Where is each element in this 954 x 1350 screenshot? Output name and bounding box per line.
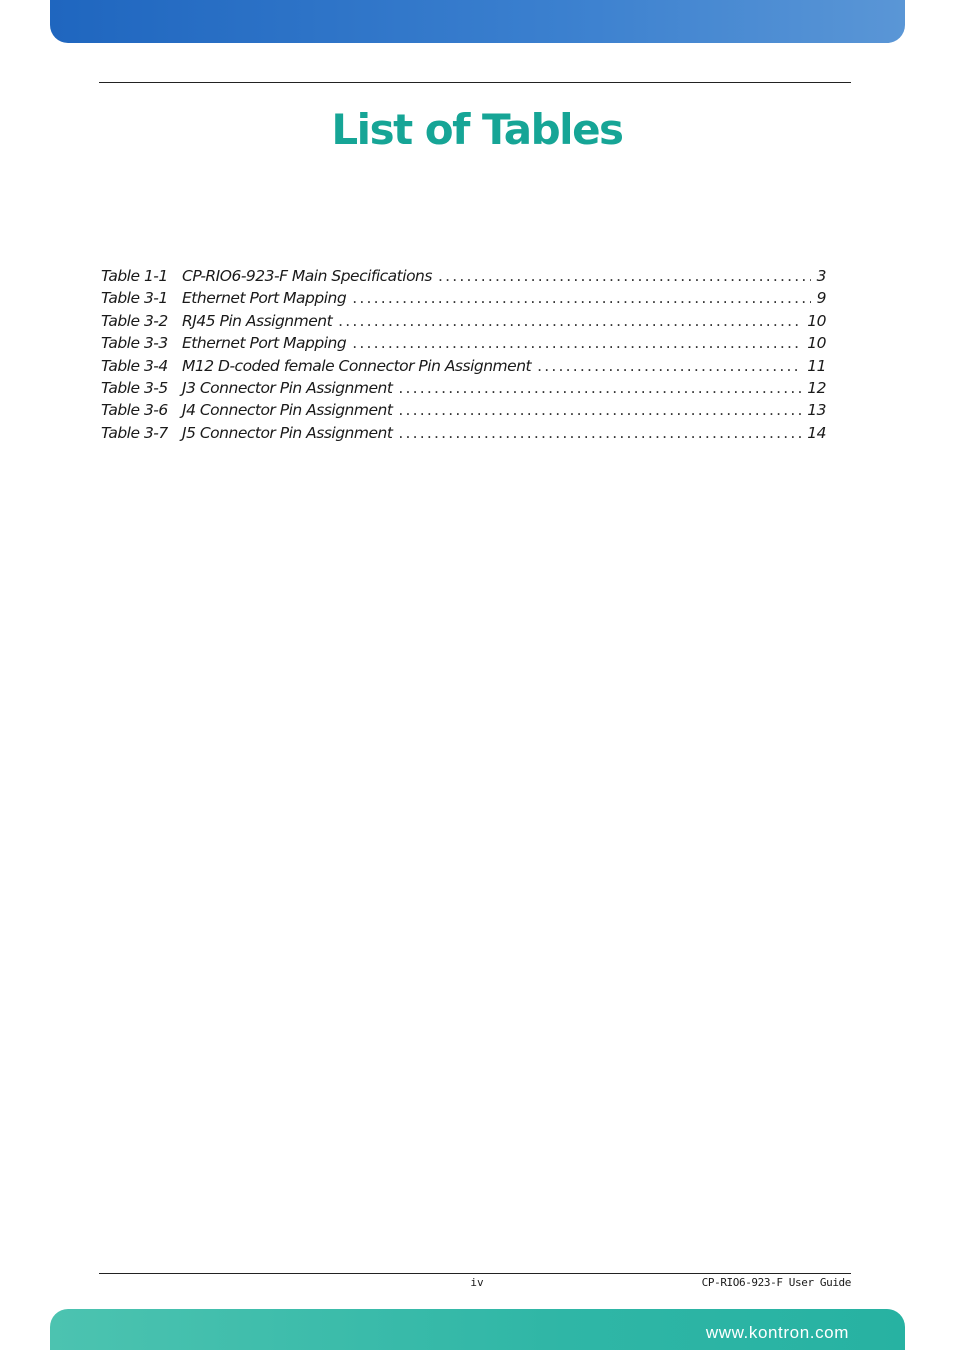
toc-entry-title: CP-RIO6-923-F Main Specifications bbox=[182, 267, 432, 285]
toc-entry[interactable] bbox=[101, 289, 826, 311]
footer-doc-title: CP-RIO6-923-F User Guide bbox=[701, 1276, 851, 1289]
toc-entry-page: 3 bbox=[816, 267, 826, 285]
footer-website-link[interactable]: www.kontron.com bbox=[705, 1323, 849, 1342]
dot-leader bbox=[438, 267, 811, 285]
toc-entry-page: 13 bbox=[807, 401, 826, 420]
toc-entry-page: 14 bbox=[807, 423, 826, 442]
dot-leader bbox=[537, 357, 801, 375]
toc-entry-page: 11 bbox=[807, 356, 826, 375]
footer-page-number: iv bbox=[470, 1276, 484, 1289]
toc-entry-label: Table 1-1 bbox=[101, 267, 168, 285]
toc-entry-title: J3 Connector Pin Assignment bbox=[182, 378, 393, 397]
page-title: List of Tables bbox=[331, 105, 623, 154]
toc-entry[interactable] bbox=[101, 379, 826, 401]
dot-leader bbox=[338, 312, 801, 330]
header-band bbox=[50, 0, 905, 43]
table-of-contents bbox=[101, 267, 826, 446]
toc-entry[interactable] bbox=[101, 424, 826, 446]
toc-entry-title: RJ45 Pin Assignment bbox=[182, 311, 333, 330]
footer-rule bbox=[99, 1273, 851, 1274]
toc-entry-label: Table 3-5 bbox=[101, 378, 168, 397]
toc-entry-title: Ethernet Port Mapping bbox=[182, 334, 347, 353]
toc-entry[interactable] bbox=[101, 267, 826, 289]
dot-leader bbox=[352, 289, 810, 307]
toc-entry-label: Table 3-3 bbox=[101, 334, 168, 353]
toc-entry-page: 10 bbox=[807, 334, 826, 353]
dot-leader bbox=[398, 424, 801, 442]
toc-entry-label: Table 3-4 bbox=[101, 356, 168, 375]
toc-entry[interactable] bbox=[101, 357, 826, 379]
toc-entry-label: Table 3-6 bbox=[101, 401, 168, 420]
dot-leader bbox=[352, 334, 801, 352]
dot-leader bbox=[398, 379, 801, 397]
toc-entry[interactable] bbox=[101, 312, 826, 334]
toc-entry-label: Table 3-1 bbox=[101, 289, 168, 308]
toc-entry-title: M12 D-coded female Connector Pin Assignment bbox=[182, 356, 532, 375]
dot-leader bbox=[398, 401, 801, 419]
toc-entry[interactable] bbox=[101, 401, 826, 423]
toc-entry-title: J4 Connector Pin Assignment bbox=[182, 401, 393, 420]
toc-entry-page: 10 bbox=[807, 311, 826, 330]
header-rule bbox=[99, 82, 851, 83]
toc-entry-label: Table 3-2 bbox=[101, 311, 168, 330]
toc-entry-title: J5 Connector Pin Assignment bbox=[182, 423, 393, 442]
toc-entry-title: Ethernet Port Mapping bbox=[182, 289, 347, 308]
toc-entry-page: 12 bbox=[807, 378, 826, 397]
toc-entry[interactable] bbox=[101, 334, 826, 356]
toc-entry-label: Table 3-7 bbox=[101, 423, 168, 442]
toc-entry-page: 9 bbox=[816, 289, 826, 308]
